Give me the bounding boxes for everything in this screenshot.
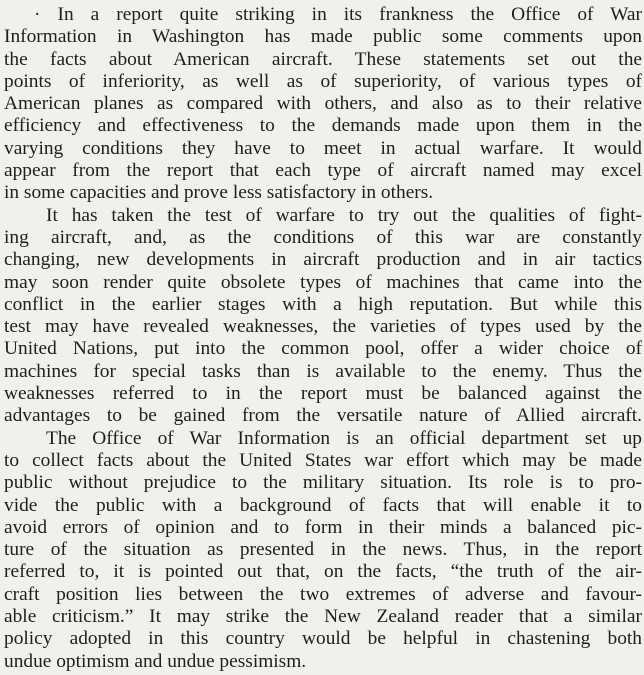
text-line: vide the public with a background of facts that will enable it to: [4, 494, 642, 516]
text-line: weaknesses referred to in the report must be balanced against the: [4, 383, 642, 405]
text-line: may soon render quite obsolete types of machines that came into the: [4, 271, 642, 293]
text-line: appear from the report that each type of aircraft named may excel: [4, 160, 642, 182]
text-line: The Office of War Information is an official department set up: [46, 427, 642, 449]
text-line: It has taken the test of warfare to try out the qualities of fight-: [46, 204, 642, 226]
paragraph-1: [4, 4, 642, 205]
text-line: in some capacities and prove less satisfactory in others.: [4, 182, 434, 204]
text-line: the facts about American aircraft. These statements set out the: [4, 48, 642, 70]
text-line: able criticism.” It may strike the New Zealand reader that a similar: [4, 606, 642, 628]
text-line: Information in Washington has made public some comments upon: [4, 26, 642, 48]
text-line: ing aircraft, and, as the conditions of this war are constantly: [4, 226, 642, 248]
text-line: changing, new developments in aircraft production and in air tactics: [4, 249, 642, 271]
text-line: ture of the situation as presented in the news. Thus, in the report: [4, 539, 642, 561]
paragraph-2: [4, 205, 642, 428]
text-line: efficiency and effectiveness to the demands made upon them in the: [4, 115, 642, 137]
text-line: points of inferiority, as well as of superiority, of various types of: [4, 70, 642, 92]
paragraph-3: [4, 428, 642, 673]
text-line: conflict in the earlier stages with a high reputation. But while this: [4, 293, 642, 315]
text-line: advantages to be gained from the versatile nature of Allied aircraft.: [4, 405, 642, 427]
text-line: avoid errors of opinion and to form in their minds a balanced pic-: [4, 516, 642, 538]
text-line: policy adopted in this country would be helpful in chastening both: [4, 628, 642, 650]
text-line: undue optimism and undue pessimism.: [4, 650, 307, 672]
text-line: machines for special tasks than is available to the enemy. Thus the: [4, 360, 642, 382]
text-line: American planes as compared with others, and also as to their relative: [4, 93, 642, 115]
text-line: to collect facts about the United States war effort which may be made: [4, 449, 642, 471]
text-line: craft position lies between the two extremes of adverse and favour-: [4, 583, 642, 605]
text-line: test may have revealed weaknesses, the varieties of types used by the: [4, 316, 642, 338]
text-line: referred to, it is pointed out that, on the facts, “the truth of the air-: [4, 561, 642, 583]
text-line: varying conditions they have to meet in actual warfare. It would: [4, 137, 642, 159]
text-line: United Nations, put into the common pool, offer a wider choice of: [4, 338, 642, 360]
text-line: public without prejudice to the military situation. Its role is to pro-: [4, 472, 642, 494]
text-line: · In a report quite striking in its frankness the Office of War: [34, 4, 642, 25]
